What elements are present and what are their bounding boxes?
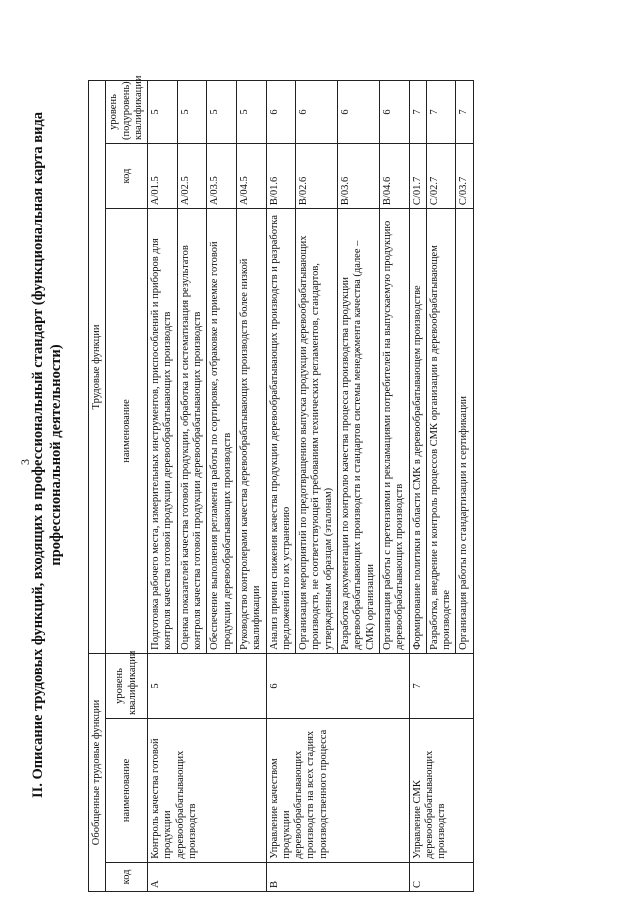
function-name: Разработка, внедрение и контроль процессов СМК организации в деревообрабатывающем производстве <box>426 209 456 654</box>
function-level: 5 <box>177 81 207 144</box>
function-level: 5 <box>207 81 237 144</box>
group-code: B <box>266 862 409 891</box>
function-name: Формирование политики в области СМК в деревообрабатывающем производстве <box>409 209 426 654</box>
title-line-1: II. Описание трудовых функций, входящих в профессиональный стандарт (функциональная карта вида <box>30 111 46 799</box>
header-row-2 <box>106 81 148 892</box>
header-code-1: код <box>106 862 148 891</box>
group-level: 7 <box>409 653 473 718</box>
header-level-2: уровень (подуровень) квалификации <box>106 81 148 144</box>
header-labor: Трудовые функции <box>89 81 106 654</box>
function-code: A/04.5 <box>236 143 266 208</box>
group-name: Управление СМК деревообрабатывающих производств <box>409 719 473 863</box>
function-code: C/02.7 <box>426 143 456 208</box>
header-generalized: Обобщенные трудовые функции <box>89 653 106 891</box>
page-number: 3 <box>18 459 32 465</box>
function-name: Организация работы с претензиями и рекламациями потребителей на выпускаемую продукцию деревообрабатывающих производств <box>379 209 409 654</box>
function-level: 6 <box>379 81 409 144</box>
functional-map-table <box>88 75 474 892</box>
function-level: 7 <box>409 81 426 144</box>
header-name-1: наименование <box>106 719 148 863</box>
header-name-2: наименование <box>106 209 148 654</box>
function-name: Разработка документации по контролю качества процесса производства продукции деревообрабатывающих производств и стандартов системы менеджмента качества (далее – СМК) организации <box>338 209 380 654</box>
function-level: 6 <box>266 81 296 144</box>
function-level: 6 <box>338 81 380 144</box>
function-name: Организация мероприятий по предотвращению выпуска продукции деревообрабатывающих производств, не соответствующей требованиям технических регламентов, стандартов, утвержденным образцам (эталонам) <box>296 209 338 654</box>
table-row <box>148 81 178 892</box>
function-code: C/03.7 <box>456 143 473 208</box>
function-code: A/01.5 <box>148 143 178 208</box>
function-code: B/04.6 <box>379 143 409 208</box>
group-level: 5 <box>148 653 266 718</box>
function-name: Подготовка рабочего места, измерительных инструментов, приспособлений и приборов для контроля качества готовой продукции деревообрабатывающих производств <box>148 209 178 654</box>
function-code: A/03.5 <box>207 143 237 208</box>
header-level-1: уровень квалификации <box>106 653 148 718</box>
function-name: Организация работы по стандартизации и сертификации <box>456 209 473 654</box>
function-name: Оценка показателей качества готовой продукции, обработка и систематизация результатов контроля качества готовой продукции деревообрабатывающих производств <box>177 209 207 654</box>
section-title <box>29 50 65 860</box>
title-line-2: профессиональной деятельности) <box>48 344 64 566</box>
function-name: Руководство контролерами качества деревообрабатывающих производств более низкой квалификации <box>236 209 266 654</box>
group-name: Управление качеством продукции деревообрабатывающих производств на всех стадиях производственного процесса <box>266 719 409 863</box>
function-level: 6 <box>296 81 338 144</box>
function-level: 7 <box>426 81 456 144</box>
header-code-2: код <box>106 143 148 208</box>
function-level: 5 <box>148 81 178 144</box>
group-code: C <box>409 862 473 891</box>
group-code: A <box>148 862 266 891</box>
function-level: 5 <box>236 81 266 144</box>
function-code: A/02.5 <box>177 143 207 208</box>
function-code: C/01.7 <box>409 143 426 208</box>
function-code: B/03.6 <box>338 143 380 208</box>
group-name: Контроль качества готовой продукции деревообрабатывающих производств <box>148 719 266 863</box>
function-name: Анализ причин снижения качества продукции деревообрабатывающих производств и разработка предложений по их устранению <box>266 209 296 654</box>
function-code: B/01.6 <box>266 143 296 208</box>
table-row <box>409 81 426 892</box>
header-row-1 <box>89 81 106 892</box>
function-name: Обеспечение выполнения регламента работы по сортировке, отбраковке и приемке готовой продукции деревообрабатывающих производств <box>207 209 237 654</box>
function-level: 7 <box>456 81 473 144</box>
function-code: B/02.6 <box>296 143 338 208</box>
group-level: 6 <box>266 653 409 718</box>
table-row <box>266 81 296 892</box>
